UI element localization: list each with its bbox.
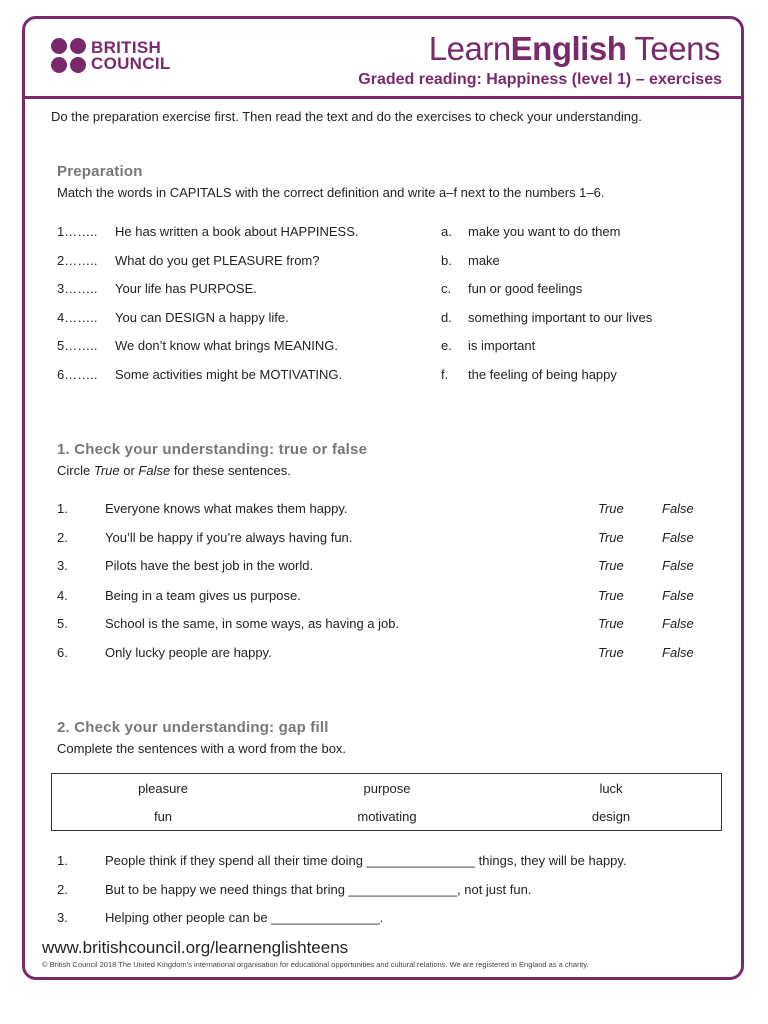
match-number[interactable]: 1……..	[57, 224, 98, 239]
gap-sentence[interactable]: Helping other people can be _______________.	[105, 910, 384, 925]
definition-text: make	[468, 253, 500, 268]
definition-letter: e.	[441, 338, 452, 353]
match-number[interactable]: 3……..	[57, 281, 98, 296]
false-option[interactable]: False	[662, 645, 694, 660]
match-sentence: You can DESIGN a happy life.	[115, 310, 289, 325]
true-option[interactable]: True	[598, 558, 624, 573]
false-option[interactable]: False	[662, 588, 694, 603]
british-council-logo	[51, 38, 171, 73]
instruction-part: for these sentences.	[170, 463, 291, 478]
true-option[interactable]: True	[598, 501, 624, 516]
logo-line-1: BRITISH	[91, 37, 162, 57]
preparation-heading: Preparation	[57, 163, 143, 180]
item-number: 6.	[57, 645, 68, 660]
word-option: purpose	[363, 781, 411, 796]
match-sentence: Your life has PURPOSE.	[115, 281, 257, 296]
word-option: fun	[153, 809, 173, 824]
item-number: 5.	[57, 616, 68, 631]
gap-sentence[interactable]: People think if they spend all their time doing _______________ things, they will be happy.	[105, 853, 627, 868]
match-number[interactable]: 4……..	[57, 310, 98, 325]
statement-text: Being in a team gives us purpose.	[105, 588, 301, 603]
item-number: 1.	[57, 501, 68, 516]
header-divider	[22, 96, 744, 99]
statement-text: Pilots have the best job in the world.	[105, 558, 314, 573]
gap-fill-heading: 2. Check your understanding: gap fill	[57, 719, 329, 736]
match-number[interactable]: 6……..	[57, 367, 98, 382]
footer-url[interactable]: www.britishcouncil.org/learnenglishteens	[42, 938, 349, 957]
match-sentence: We don’t know what brings MEANING.	[115, 338, 339, 353]
item-number: 2.	[57, 530, 68, 545]
true-option[interactable]: True	[598, 645, 624, 660]
statement-text: You’ll be happy if you’re always having fun.	[105, 530, 353, 545]
brand-learn: Learn	[428, 30, 511, 67]
instruction-part: or	[119, 463, 139, 478]
statement-text: Everyone knows what makes them happy.	[105, 501, 348, 516]
true-option[interactable]: True	[598, 588, 624, 603]
instruction-true: True	[93, 463, 120, 478]
match-sentence: What do you get PLEASURE from?	[115, 253, 320, 268]
false-option[interactable]: False	[662, 558, 694, 573]
learnenglish-teens-brand	[429, 30, 720, 68]
preparation-instruction: Match the words in CAPITALS with the correct definition and write a–f next to the numbers 1–6.	[57, 185, 605, 200]
statement-text: School is the same, in some ways, as having a job.	[105, 616, 400, 631]
definition-text: is important	[468, 338, 536, 353]
true-false-heading: 1. Check your understanding: true or false	[57, 441, 368, 458]
false-option[interactable]: False	[662, 616, 694, 631]
definition-letter: d.	[441, 310, 452, 325]
logo-dots-icon	[51, 38, 85, 73]
word-option: design	[591, 809, 631, 824]
match-sentence: Some activities might be MOTIVATING.	[115, 367, 343, 382]
statement-text: Only lucky people are happy.	[105, 645, 272, 660]
definition-letter: c.	[441, 281, 452, 296]
definition-text: something important to our lives	[468, 310, 653, 325]
word-option: luck	[599, 781, 623, 796]
true-option[interactable]: True	[598, 530, 624, 545]
copyright-text: © British Council 2018 The United Kingdom’s international organisation for educational opportunities and cultural relations. We are registered in England as a charity.	[42, 960, 589, 969]
definition-letter: b.	[441, 253, 452, 268]
definition-letter: f.	[441, 367, 449, 382]
item-number: 4.	[57, 588, 68, 603]
definition-text: fun or good feelings	[468, 281, 583, 296]
item-number: 3.	[57, 558, 68, 573]
true-false-instruction	[57, 463, 291, 478]
definition-text: the feeling of being happy	[468, 367, 617, 382]
page-border	[22, 16, 744, 980]
page-title: Graded reading: Happiness (level 1) – exercises	[358, 71, 722, 88]
match-number[interactable]: 5……..	[57, 338, 98, 353]
false-option[interactable]: False	[662, 530, 694, 545]
word-option: pleasure	[138, 781, 188, 796]
brand-english: English	[510, 30, 627, 67]
gap-fill-instruction: Complete the sentences with a word from the box.	[57, 741, 347, 756]
definition-text: make you want to do them	[468, 224, 621, 239]
instruction-false: False	[138, 463, 171, 478]
instruction-part: Circle	[57, 463, 94, 478]
match-sentence: He has written a book about HAPPINESS.	[115, 224, 359, 239]
match-number[interactable]: 2……..	[57, 253, 98, 268]
definition-letter: a.	[441, 224, 452, 239]
intro-text: Do the preparation exercise first. Then read the text and do the exercises to check your understanding.	[51, 109, 642, 124]
item-number: 3.	[57, 910, 68, 925]
item-number: 2.	[57, 882, 68, 897]
logo-line-2: COUNCIL	[91, 53, 171, 73]
word-option: motivating	[357, 809, 417, 824]
item-number: 1.	[57, 853, 68, 868]
true-option[interactable]: True	[598, 616, 624, 631]
brand-teens: Teens	[626, 30, 720, 67]
gap-sentence[interactable]: But to be happy we need things that bring _______________, not just fun.	[105, 882, 532, 897]
false-option[interactable]: False	[662, 501, 694, 516]
word-box	[51, 773, 722, 831]
